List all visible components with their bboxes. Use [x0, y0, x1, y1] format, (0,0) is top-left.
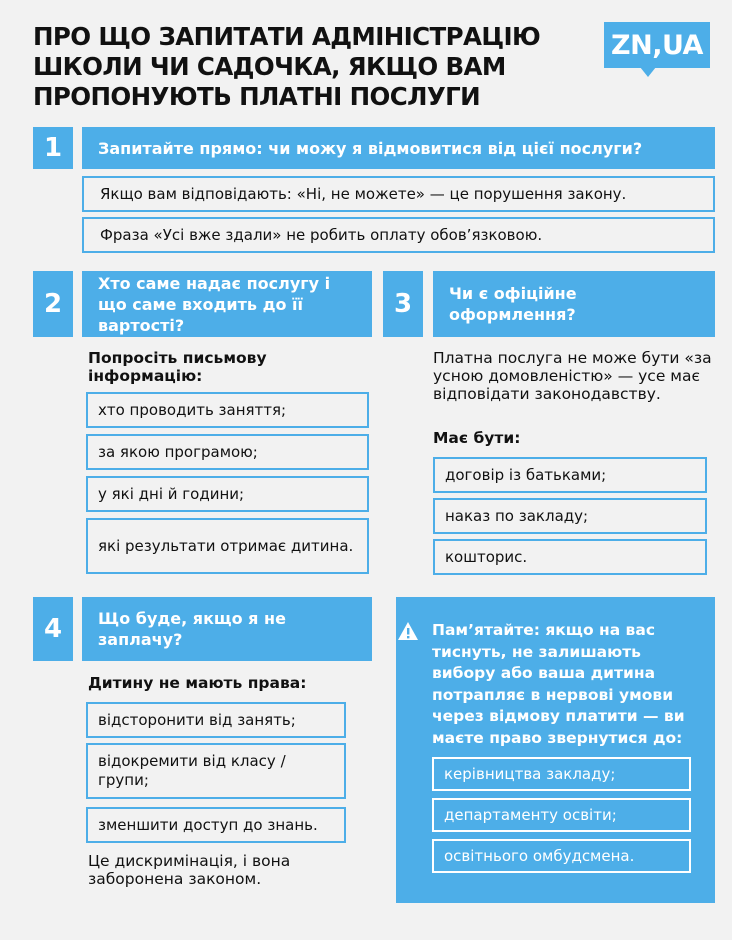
page-title: ПРО ЩО ЗАПИТАТИ АДМІНІСТРАЦІЮ ШКОЛИ ЧИ САДОЧКА, ЯКЩО ВАМ ПРОПОНУЮТЬ ПЛАТНІ ПОСЛУГИ — [33, 22, 541, 111]
section-4-heading: Що буде, якщо я не заплачу? — [82, 597, 372, 661]
remember-item: керівництва закладу; — [432, 757, 691, 791]
section-3-subheading: Має бути: — [433, 429, 521, 447]
section-2-item: у які дні й години; — [86, 476, 369, 512]
section-3-intro: Платна послуга не може бути «за усною домовленістю» — усе має відповідати законодавству. — [433, 349, 712, 403]
section-1-number: 1 — [33, 127, 73, 169]
section-2-heading: Хто саме надає послугу і що саме входить до її вартості? — [82, 271, 372, 337]
zn-ua-logo: ZN,UA — [604, 22, 710, 68]
section-4-number: 4 — [33, 597, 73, 661]
section-4-item: відсторонити від занять; — [86, 702, 346, 738]
section-4-item: відокремити від класу / групи; — [86, 743, 346, 799]
section-4-footer: Це дискримінація, і вона заборонена законом. — [88, 852, 291, 888]
section-3-item: договір із батьками; — [433, 457, 707, 493]
section-2-item: які результати отримає дитина. — [86, 518, 369, 574]
section-2-number: 2 — [33, 271, 73, 337]
remember-text: Пам’ятайте: якщо на вас тиснуть, не залишають вибору або ваша дитина потрапляє в нервові умови через відмову платити — ви маєте право звернутися до: — [432, 621, 685, 747]
section-1-heading: Запитайте прямо: чи можу я відмовитися від цієї послуги? — [82, 127, 715, 169]
section-2-item: хто проводить заняття; — [86, 392, 369, 428]
remember-item: освітнього омбудсмена. — [432, 839, 691, 873]
section-4-subheading: Дитину не мають права: — [88, 674, 307, 692]
section-1-item: Якщо вам відповідають: «Ні, не можете» — це порушення закону. — [82, 176, 715, 212]
section-3-heading: Чи є офіційне оформлення? — [433, 271, 715, 337]
section-3-number: 3 — [383, 271, 423, 337]
section-1-item: Фраза «Усі вже здали» не робить оплату обов’язковою. — [82, 217, 715, 253]
section-3-item: кошторис. — [433, 539, 707, 575]
section-2-item: за якою програмою; — [86, 434, 369, 470]
section-3-item: наказ по закладу; — [433, 498, 707, 534]
remember-item: департаменту освіти; — [432, 798, 691, 832]
section-4-item: зменшити доступ до знань. — [86, 807, 346, 843]
section-2-subheading: Попросіть письмову інформацію: — [88, 349, 267, 385]
warning-icon — [397, 620, 419, 642]
